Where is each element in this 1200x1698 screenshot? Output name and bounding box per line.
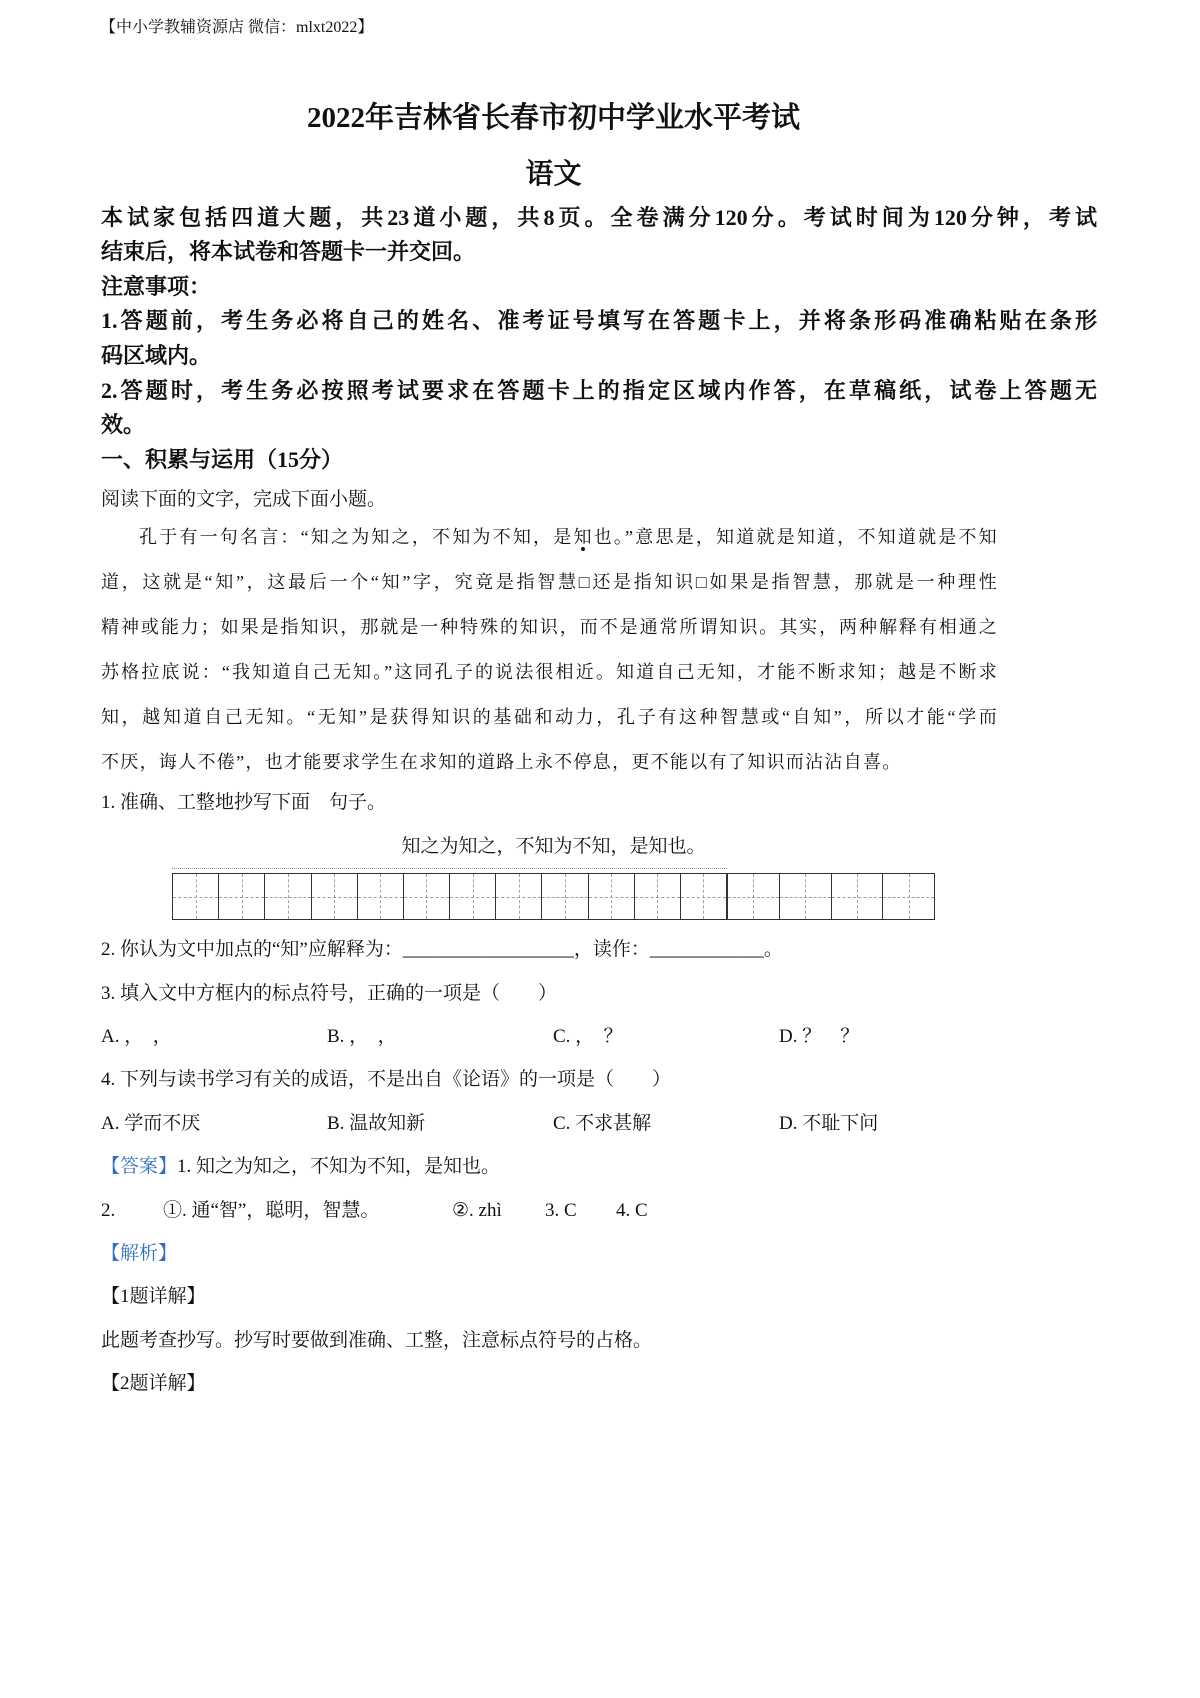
dotted-character: 知 xyxy=(573,526,594,547)
copy-grid-cell xyxy=(496,874,542,919)
question-2-text: 。 xyxy=(763,939,783,961)
analysis-q1-heading: 【1题详解】 xyxy=(101,1286,206,1308)
reading-passage xyxy=(101,515,998,785)
copy-grid-cell xyxy=(681,874,726,919)
watermark-text: 【中小学教辅资源店 微信：mlxt2022】 xyxy=(100,19,374,36)
option-d: D. ？ ？ xyxy=(779,1026,860,1048)
exam-title: 2022年吉林省长春市初中学业水平考试 xyxy=(306,102,800,134)
notice-item-2: 效。 xyxy=(101,412,146,438)
grid-dotted-rule xyxy=(172,868,727,869)
passage-text: 孔于有一句名言：“知之为知之，不知为不知，是 xyxy=(139,526,574,547)
answer-tag: 【答案】 xyxy=(101,1156,178,1178)
copy-grid-cell xyxy=(312,874,358,919)
copy-grid-cell xyxy=(728,874,780,919)
copy-grid-cell xyxy=(173,874,219,919)
section-heading: 一、积累与运用（15分） xyxy=(101,446,344,472)
notice-item-1: 1.答题前，考生务必将自己的姓名、准考证号填写在答题卡上，并将条形码准确粘贴在条形 xyxy=(101,308,1097,334)
analysis-tag: 【解析】 xyxy=(101,1243,178,1265)
passage-text: 也。”意思是，知道就是知道，不知道就是不知 xyxy=(593,526,998,547)
question-1-stem: 1. 准确、工整地抄写下面 句子。 xyxy=(101,792,387,813)
notice-item-2: 2.答题时，考生务必按照考试要求在答题卡上的指定区域内作答，在草稿纸，试卷上答题无 xyxy=(101,377,1097,403)
option-c: C. 不求甚解 xyxy=(553,1112,652,1134)
question-2 xyxy=(101,928,1101,971)
option-b: B. ， ， xyxy=(327,1026,397,1048)
answer-part: 4. C xyxy=(616,1199,648,1221)
copy-grid xyxy=(172,873,935,920)
passage-line: 知，越知道自己无知。“无知”是获得知识的基础和动力，孔子有这种智慧或“自知”，所以才能“学而 xyxy=(101,706,998,727)
copy-grid-cell xyxy=(265,874,311,919)
passage-line: 精神或能力；如果是指知识，那就是一种特殊的知识，而不是通常所谓知识。其实，两种解释有相通之 xyxy=(101,616,998,637)
question-2-text: ，读作： xyxy=(573,939,650,961)
passage-line: 苏格拉底说：“我知道自己无知。”这同孔子的说法很相近。知道自己无知，才能不断求知；越是不断求 xyxy=(101,661,998,682)
answer-line-1 xyxy=(101,1145,1101,1188)
analysis-q2-heading: 【2题详解】 xyxy=(101,1373,206,1395)
intro-line: 结束后，将本试卷和答题卡一并交回。 xyxy=(101,239,476,265)
answer-part: ①. 通“智”，聪明，智慧。 xyxy=(163,1199,380,1221)
analysis-q1-text: 此题考查抄写。抄写时要做到准确、工整，注意标点符号的占格。 xyxy=(101,1329,653,1351)
question-3-stem: 3. 填入文中方框内的标点符号，正确的一项是（ ） xyxy=(101,982,558,1004)
copy-sentence: 知之为知之，不知为不知，是知也。 xyxy=(401,836,706,857)
copy-grid-cell xyxy=(404,874,450,919)
copy-grid-left xyxy=(172,873,727,920)
question-3-options xyxy=(101,1015,1101,1058)
answer-blank-1: __________________ xyxy=(402,939,574,961)
copy-grid-cell xyxy=(589,874,635,919)
intro-line: 本试家包括四道大题，共23道小题，共8页。全卷满分120分。考试时间为120分钟，考试 xyxy=(101,204,1097,230)
copy-grid-cell xyxy=(635,874,681,919)
copy-grid-cell xyxy=(883,874,934,919)
questions-and-answers xyxy=(101,928,1101,1405)
copy-grid-cell xyxy=(832,874,884,919)
exam-instructions xyxy=(101,201,1097,478)
option-c: C. ， ？ xyxy=(553,1026,623,1048)
option-a: A. ， ， xyxy=(101,1026,172,1048)
copy-grid-cell xyxy=(450,874,496,919)
answer-number: 2. xyxy=(101,1199,116,1221)
question-4-stem: 4. 下列与读书学习有关的成语，不是出自《论语》的一项是（ ） xyxy=(101,1069,672,1091)
option-d: D. 不耻下问 xyxy=(779,1112,879,1134)
option-a: A. 学而不厌 xyxy=(101,1112,201,1134)
answer-part: ②. zhì xyxy=(452,1199,502,1221)
answer-blank-2: ____________ xyxy=(649,939,764,961)
answer-text: 1. 知之为知之，不知为不知，是知也。 xyxy=(177,1156,501,1178)
passage-line xyxy=(101,515,998,560)
copy-grid-cell xyxy=(542,874,588,919)
reading-instruction: 阅读下面的文字，完成下面小题。 xyxy=(101,489,387,510)
passage-line: 不厌，诲人不倦”，也才能要求学生在求知的道路上永不停息，更不能以有了知识而沾沾自喜。 xyxy=(101,751,902,772)
answer-part: 3. C xyxy=(545,1199,577,1221)
copy-grid-cell xyxy=(219,874,265,919)
notice-heading: 注意事项： xyxy=(101,273,212,299)
question-4-options xyxy=(101,1102,1101,1145)
answer-line-2 xyxy=(101,1189,1101,1232)
notice-item-1: 码区域内。 xyxy=(101,343,212,369)
passage-line: 道，这就是“知”，这最后一个“知”字，究竟是指智慧□还是指知识□如果是指智慧，那就是一种理性 xyxy=(101,571,998,592)
subject-title: 语文 xyxy=(525,159,582,190)
copy-grid-cell xyxy=(358,874,404,919)
copy-grid-right xyxy=(727,873,935,920)
copy-grid-cell xyxy=(780,874,832,919)
question-2-text: 2. 你认为文中加点的“知”应解释为： xyxy=(101,939,403,961)
option-b: B. 温故知新 xyxy=(327,1112,426,1134)
